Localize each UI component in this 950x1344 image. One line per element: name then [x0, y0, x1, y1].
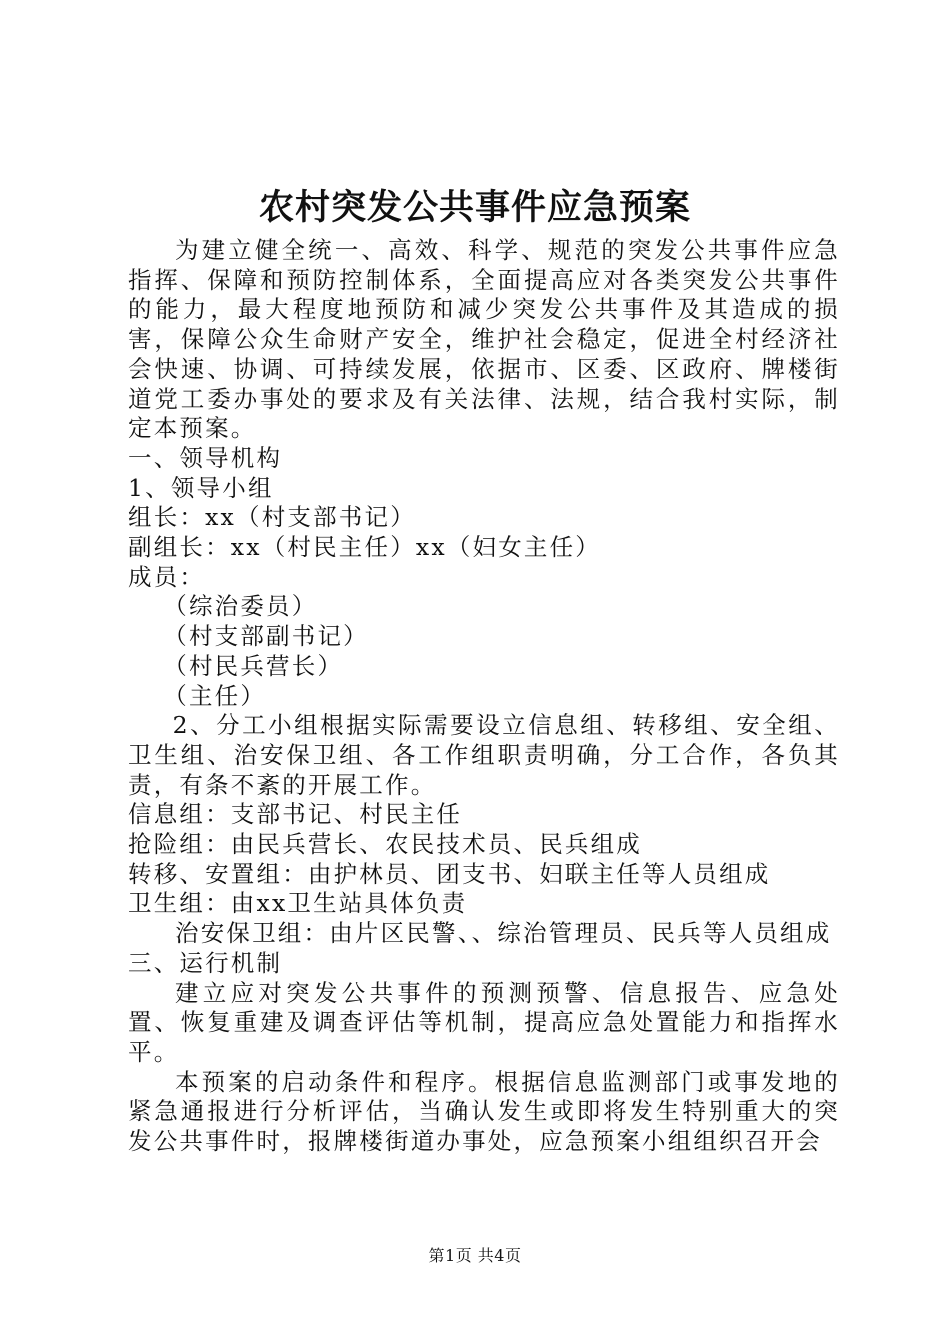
line-security-group: 治安保卫组：由片区民警、、综治管理员、民兵等人员组成 — [175, 919, 832, 948]
line-health-group: 卫生组：由xx卫生站具体负责 — [128, 889, 468, 918]
paragraph-activation: 本预案的启动条件和程序。根据信息监测部门或事发地的紧急通报进行分析评估，当确认发生或即将发生特别重大的突发公共事件时，报牌楼街道办事处，应急预案小组组织召开会 — [128, 1067, 840, 1156]
line-relocation-group: 转移、安置组：由护林员、团支书、妇联主任等人员组成 — [128, 859, 771, 888]
line-info-group: 信息组：支部书记、村民主任 — [128, 800, 463, 829]
member-item: （村支部副书记） — [163, 622, 369, 651]
heading-operation: 三、运行机制 — [128, 948, 283, 977]
line-deputy-leaders: 副组长：xx（村民主任）xx（妇女主任） — [128, 533, 602, 562]
line-members-label: 成员： — [128, 562, 206, 591]
document-body — [128, 236, 840, 1157]
paragraph-division: 2、分工小组根据实际需要设立信息组、转移组、安全组、卫生组、治安保卫组、各工作组职责明确，分工合作，各负其责，有条不紊的开展工作。 — [128, 711, 840, 799]
subheading-leading-group: 1、领导小组 — [128, 473, 274, 502]
member-item: （主任） — [163, 681, 267, 710]
paragraph-mechanism: 建立应对突发公共事件的预测预警、信息报告、应急处置、恢复重建及调查评估等机制，提高应急处置能力和指挥水平。 — [128, 978, 840, 1066]
heading-leadership: 一、领导机构 — [128, 443, 283, 472]
member-item: （综治委员） — [163, 592, 318, 621]
document-title: 农村突发公共事件应急预案 — [258, 187, 691, 228]
paragraph-intro: 为建立健全统一、高效、科学、规范的突发公共事件应急指挥、保障和预防控制体系，全面提高应对各类突发公共事件的能力，最大程度地预防和减少突发公共事件及其造成的损害，保障公众生命财产安全，维护社会稳定，促进全村经济社会快速、协调、可持续发展，依据市、区委、区政府、牌楼街道党工委办事处的要求及有关法律、法规，结合我村实际，制定本预案。 — [128, 236, 840, 443]
line-rescue-group: 抢险组：由民兵营长、农民技术员、民兵组成 — [128, 830, 642, 859]
member-item: （村民兵营长） — [163, 651, 344, 680]
page-footer: 第1页 共4页 — [428, 1246, 522, 1265]
line-group-leader: 组长：xx（村支部书记） — [128, 503, 416, 532]
